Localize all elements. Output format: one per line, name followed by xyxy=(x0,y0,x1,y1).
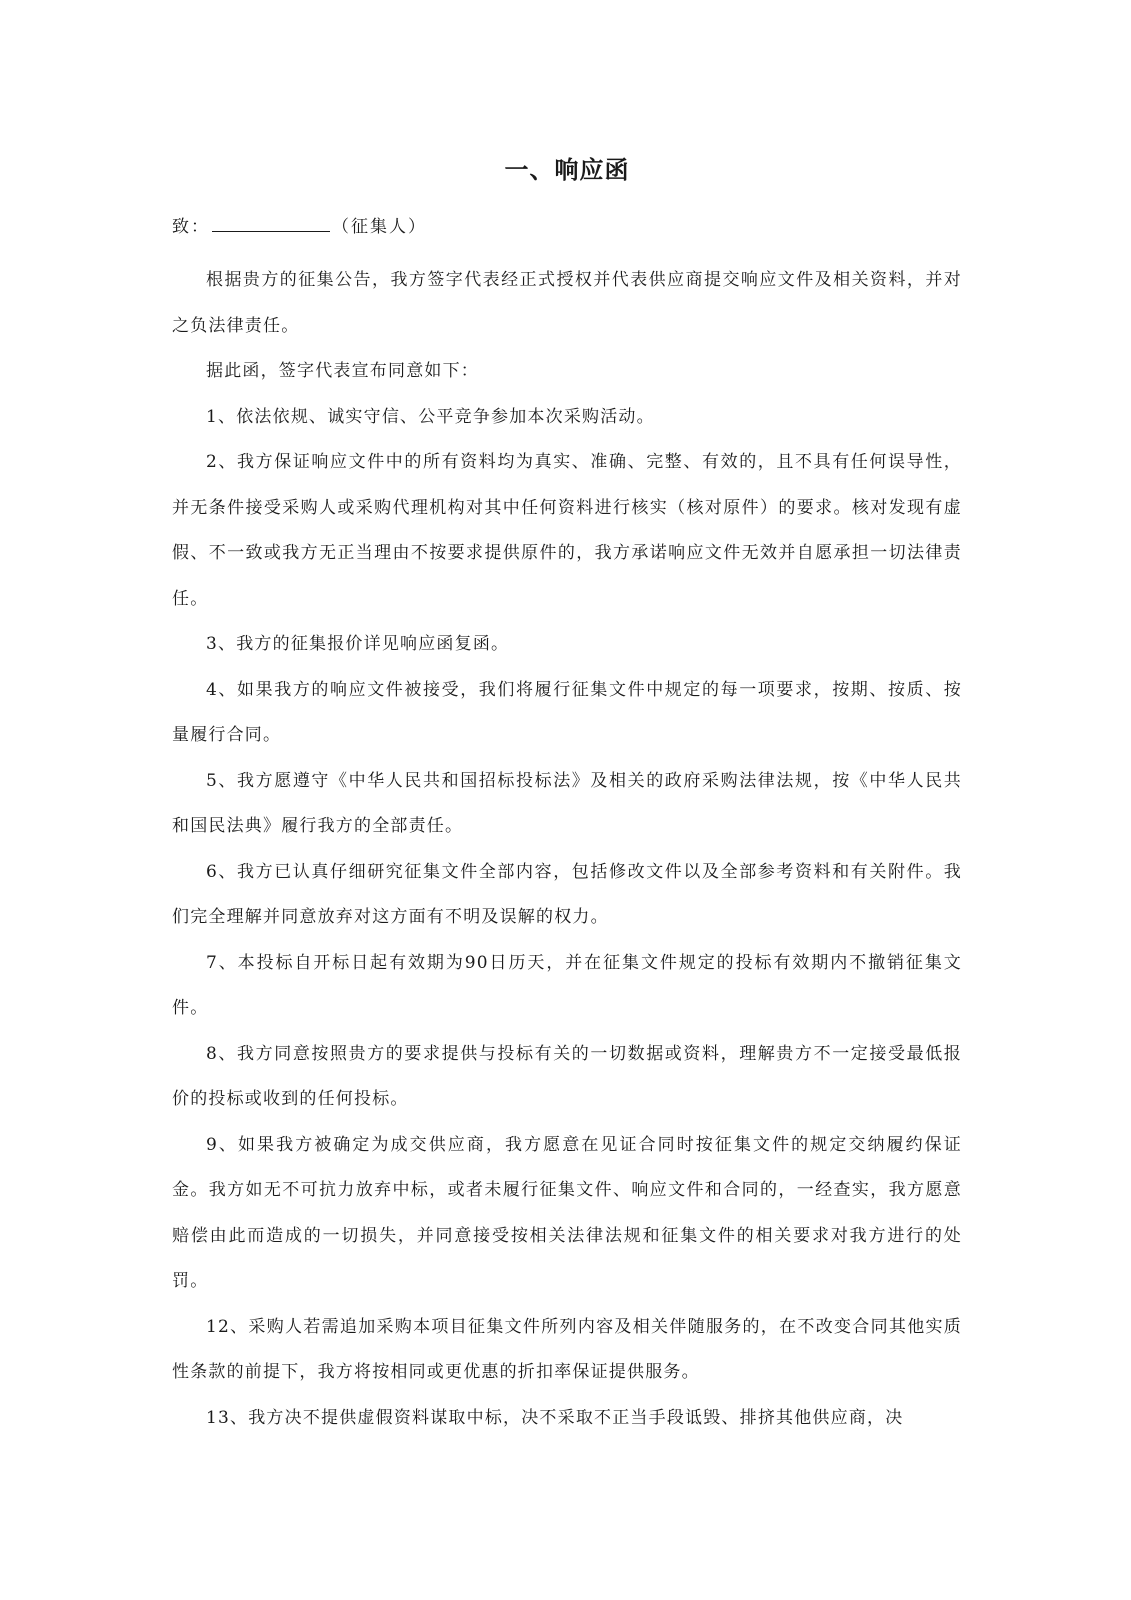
paragraph-item-6: 6、我方已认真仔细研究征集文件全部内容，包括修改文件以及全部参考资料和有关附件。我们完全理解并同意放弃对这方面有不明及误解的权力。 xyxy=(172,861,962,927)
paragraph-item-5: 5、我方愿遵守《中华人民共和国招标投标法》及相关的政府采购法律法规，按《中华人民共和国民法典》履行我方的全部责任。 xyxy=(172,770,962,836)
document-title: 一、响应函 xyxy=(504,156,630,184)
paragraph-item-12: 12、采购人若需追加采购本项目征集文件所列内容及相关伴随服务的，在不改变合同其他实质性条款的前提下，我方将按相同或更优惠的折扣率保证提供服务。 xyxy=(172,1316,962,1382)
document-page xyxy=(172,150,962,1441)
paragraph-item-1: 1、依法依规、诚实守信、公平竞争参加本次采购活动。 xyxy=(206,406,655,427)
paragraph-item-9: 9、如果我方被确定为成交供应商，我方愿意在见证合同时按征集文件的规定交纳履约保证金。我方如无不可抗力放弃中标，或者未履行征集文件、响应文件和合同的，一经查实，我方愿意赔偿由此而造成的一切损失，并同意接受按相关法律法规和征集文件的相关要求对我方进行的处罚。 xyxy=(172,1134,962,1291)
addressee-prefix: 致： xyxy=(172,217,210,237)
paragraph-item-3: 3、我方的征集报价详见响应函复函。 xyxy=(206,634,510,654)
paragraph-item-13: 13、我方决不提供虚假资料谋取中标，决不采取不正当手段诋毁、排挤其他供应商，决 xyxy=(206,1407,904,1428)
addressee-blank-field xyxy=(212,213,330,232)
paragraph-declaration: 据此函，签字代表宣布同意如下： xyxy=(206,361,479,381)
addressee-suffix: （征集人） xyxy=(332,217,427,237)
paragraph-intro: 根据贵方的征集公告，我方签字代表经正式授权并代表供应商提交响应文件及相关资料，并对之负法律责任。 xyxy=(172,270,962,336)
paragraph-item-2: 2、我方保证响应文件中的所有资料均为真实、准确、完整、有效的，且不具有任何误导性，并无条件接受采购人或采购代理机构对其中任何资料进行核实（核对原件）的要求。核对发现有虚假、不一致或我方无正当理由不按要求提供原件的，我方承诺响应文件无效并自愿承担一切法律责任。 xyxy=(172,452,962,609)
paragraph-item-7: 7、本投标自开标日起有效期为90日历天，并在征集文件规定的投标有效期内不撤销征集文件。 xyxy=(172,952,962,1018)
addressee-line xyxy=(172,212,962,242)
paragraph-item-8: 8、我方同意按照贵方的要求提供与投标有关的一切数据或资料，理解贵方不一定接受最低报价的投标或收到的任何投标。 xyxy=(172,1043,962,1109)
paragraph-item-4: 4、如果我方的响应文件被接受，我们将履行征集文件中规定的每一项要求，按期、按质、按量履行合同。 xyxy=(172,679,962,745)
